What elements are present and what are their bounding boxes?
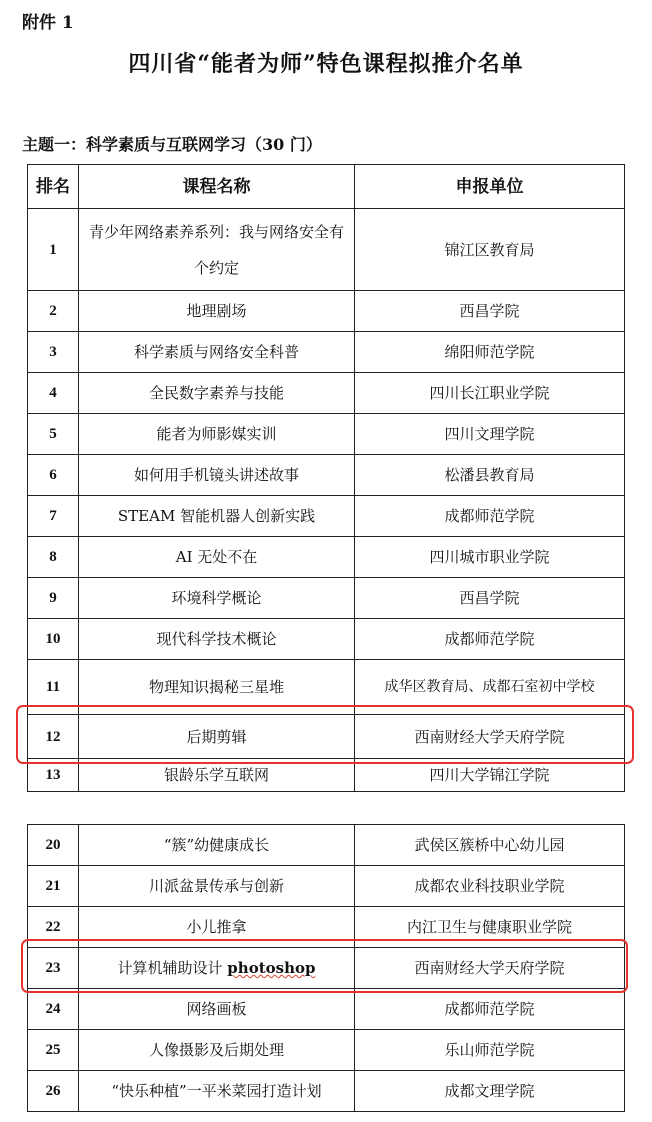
course-cell: 现代科学技术概论	[79, 619, 355, 660]
course-cell: 如何用手机镜头讲述故事	[79, 455, 355, 496]
header-rank: 排名	[28, 165, 79, 209]
table-row	[28, 715, 625, 759]
header-course: 课程名称	[79, 165, 355, 209]
table-header-row	[28, 165, 625, 209]
course-cell: 物理知识揭秘三星堆	[79, 660, 355, 715]
unit-cell: 乐山师范学院	[355, 1030, 625, 1071]
course-cell: 小儿推拿	[79, 907, 355, 948]
rank-cell: 6	[28, 455, 79, 496]
unit-cell: 西昌学院	[355, 291, 625, 332]
course-cell: 川派盆景传承与创新	[79, 866, 355, 907]
unit-cell: 绵阳师范学院	[355, 332, 625, 373]
rank-cell: 26	[28, 1071, 79, 1112]
attachment-label: 附件 1	[22, 13, 74, 33]
document-title: 四川省“能者为师”特色课程拟推介名单	[128, 51, 524, 77]
table-row	[28, 291, 625, 332]
table-row	[28, 948, 625, 989]
course-cell: 后期剪辑	[79, 715, 355, 759]
course-table-part1	[27, 164, 625, 792]
rank-cell: 25	[28, 1030, 79, 1071]
unit-cell: 西南财经大学天府学院	[355, 715, 625, 759]
unit-cell: 四川长江职业学院	[355, 373, 625, 414]
course-cell: 科学素质与网络安全科普	[79, 332, 355, 373]
rank-cell: 13	[28, 759, 79, 792]
course-cell: 全民数字素养与技能	[79, 373, 355, 414]
unit-cell: 武侯区簇桥中心幼儿园	[355, 825, 625, 866]
table-row	[28, 866, 625, 907]
rank-cell: 3	[28, 332, 79, 373]
course-cell: 能者为师影媒实训	[79, 414, 355, 455]
table-row	[28, 1030, 625, 1071]
course-table-part2	[27, 824, 625, 1112]
unit-cell: 成都文理学院	[355, 1071, 625, 1112]
course-cell: “簇”幼健康成长	[79, 825, 355, 866]
rank-cell: 11	[28, 660, 79, 715]
course-cell: 人像摄影及后期处理	[79, 1030, 355, 1071]
rank-cell: 1	[28, 209, 79, 291]
unit-cell: 成都师范学院	[355, 496, 625, 537]
table-row	[28, 578, 625, 619]
rank-cell: 22	[28, 907, 79, 948]
table-row	[28, 1071, 625, 1112]
unit-cell: 成都师范学院	[355, 989, 625, 1030]
table-row	[28, 660, 625, 715]
unit-cell: 四川文理学院	[355, 414, 625, 455]
course-cell: 地理剧场	[79, 291, 355, 332]
course-prefix: 计算机辅助设计	[117, 959, 228, 977]
rank-cell: 10	[28, 619, 79, 660]
rank-cell: 12	[28, 715, 79, 759]
course-cell: STEAM 智能机器人创新实践	[79, 496, 355, 537]
rank-cell: 21	[28, 866, 79, 907]
rank-cell: 8	[28, 537, 79, 578]
rank-cell: 7	[28, 496, 79, 537]
unit-cell: 松潘县教育局	[355, 455, 625, 496]
rank-cell: 4	[28, 373, 79, 414]
table-row	[28, 209, 625, 291]
unit-cell: 成华区教育局、成都石室初中学校	[355, 660, 625, 715]
table-row	[28, 373, 625, 414]
unit-cell: 成都师范学院	[355, 619, 625, 660]
course-cell: 银龄乐学互联网	[79, 759, 355, 792]
unit-cell: 锦江区教育局	[355, 209, 625, 291]
rank-cell: 9	[28, 578, 79, 619]
table-row	[28, 619, 625, 660]
course-cell: “快乐种植”一平米菜园打造计划	[79, 1071, 355, 1112]
table-row	[28, 825, 625, 866]
table-row	[28, 332, 625, 373]
rank-cell: 5	[28, 414, 79, 455]
table-row	[28, 989, 625, 1030]
rank-cell: 23	[28, 948, 79, 989]
rank-cell: 24	[28, 989, 79, 1030]
table-row	[28, 414, 625, 455]
unit-cell: 西南财经大学天府学院	[355, 948, 625, 989]
unit-cell: 四川大学锦江学院	[355, 759, 625, 792]
course-cell: 网络画板	[79, 989, 355, 1030]
course-cell	[79, 948, 355, 989]
table-row	[28, 496, 625, 537]
unit-cell: 成都农业科技职业学院	[355, 866, 625, 907]
course-cell: AI 无处不在	[79, 537, 355, 578]
table-row	[28, 455, 625, 496]
rank-cell: 2	[28, 291, 79, 332]
table-row	[28, 907, 625, 948]
course-cell: 环境科学概论	[79, 578, 355, 619]
header-unit: 申报单位	[355, 165, 625, 209]
table-row	[28, 759, 625, 792]
course-cell: 青少年网络素养系列：我与网络安全有个约定	[79, 209, 355, 291]
unit-cell: 西昌学院	[355, 578, 625, 619]
rank-cell: 20	[28, 825, 79, 866]
course-software-name: photoshop	[227, 959, 316, 977]
unit-cell: 四川城市职业学院	[355, 537, 625, 578]
unit-cell: 内江卫生与健康职业学院	[355, 907, 625, 948]
table-row	[28, 537, 625, 578]
theme-heading: 主题一：科学素质与互联网学习（30 门）	[22, 135, 322, 154]
